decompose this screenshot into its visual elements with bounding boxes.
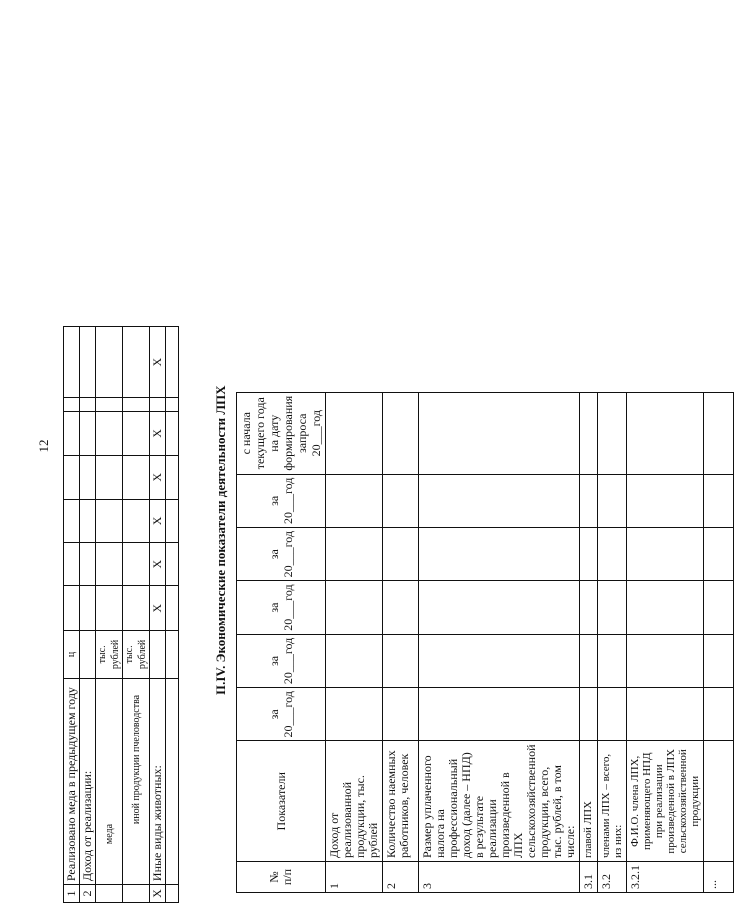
row-number: 3.2.1 — [627, 862, 704, 893]
table-cell — [166, 499, 179, 542]
value-cell[interactable] — [419, 474, 580, 527]
value-cell[interactable] — [383, 634, 419, 687]
table-cell — [64, 455, 80, 499]
value-cell[interactable] — [598, 581, 627, 634]
value-cell[interactable] — [580, 634, 598, 687]
table-cell: X — [150, 499, 166, 542]
table-cell — [80, 499, 96, 542]
table1-row — [123, 327, 150, 903]
row-number — [166, 885, 179, 903]
row-unit — [166, 631, 179, 678]
value-cell[interactable] — [419, 634, 580, 687]
value-cell[interactable] — [419, 392, 580, 474]
table-cell — [123, 455, 150, 499]
table-cell — [64, 586, 80, 631]
row-unit: ц — [64, 631, 80, 678]
value-cell[interactable] — [598, 528, 627, 581]
row-label: Доход от реализованной продукции, тыс. рублей — [326, 741, 383, 862]
row-number — [123, 885, 150, 903]
table-cell — [123, 586, 150, 631]
header-year-4: за 20___год — [237, 528, 326, 581]
table1-container — [63, 326, 179, 903]
table-cell — [96, 543, 123, 586]
value-cell[interactable] — [580, 474, 598, 527]
value-cell[interactable] — [704, 528, 734, 581]
table-cell — [166, 543, 179, 586]
table-cell — [123, 327, 150, 398]
table-cell — [96, 455, 123, 499]
value-cell[interactable] — [326, 392, 383, 474]
row-label — [704, 741, 734, 862]
value-cell[interactable] — [627, 634, 704, 687]
table-livestock-honey — [63, 326, 179, 903]
row-number: 3.1 — [580, 862, 598, 893]
table-cell — [64, 412, 80, 456]
row-label: членами ЛПХ – всего, из них: — [598, 741, 627, 862]
table-cell — [80, 398, 96, 412]
value-cell[interactable] — [580, 581, 598, 634]
page-number: 12 — [36, 439, 51, 453]
row-number: 3.2 — [598, 862, 627, 893]
value-cell[interactable] — [627, 392, 704, 474]
table-cell — [96, 412, 123, 456]
table-cell — [96, 499, 123, 542]
value-cell[interactable] — [326, 634, 383, 687]
table-cell — [166, 412, 179, 456]
row-label: иной продукции пчеловодства — [123, 678, 150, 885]
table2-container — [236, 392, 734, 893]
table-cell — [80, 586, 96, 631]
table-cell — [64, 499, 80, 542]
value-cell[interactable] — [598, 688, 627, 741]
value-cell[interactable] — [704, 634, 734, 687]
table-cell — [166, 455, 179, 499]
row-unit: тыс. рублей — [96, 631, 123, 678]
table2-row — [580, 392, 598, 892]
table-cell — [123, 398, 150, 412]
table1-row — [150, 327, 166, 903]
table-cell — [150, 398, 166, 412]
row-unit: тыс. рублей — [123, 631, 150, 678]
table-cell — [166, 586, 179, 631]
header-year-3: за 20___год — [237, 581, 326, 634]
value-cell[interactable] — [704, 392, 734, 474]
table-cell — [96, 586, 123, 631]
row-label: меда — [96, 678, 123, 885]
value-cell[interactable] — [383, 528, 419, 581]
table1-row — [64, 327, 80, 903]
value-cell[interactable] — [326, 528, 383, 581]
value-cell[interactable] — [704, 581, 734, 634]
row-label — [166, 678, 179, 885]
table2-row — [419, 392, 580, 892]
row-label: Ф.И.О. члена ЛПХ, применяющего НПД при реализации произведенной в ЛПХ сельскохозяйственной продукции — [627, 741, 704, 862]
table-cell — [166, 327, 179, 398]
row-number: 2 — [80, 885, 96, 903]
value-cell[interactable] — [326, 581, 383, 634]
value-cell[interactable] — [704, 474, 734, 527]
header-current: с начала текущего года на дату формирования запроса 20___год — [237, 392, 326, 474]
value-cell[interactable] — [383, 474, 419, 527]
row-number: 1 — [326, 862, 383, 893]
header-year-1: за 20___год — [237, 688, 326, 741]
row-unit — [150, 631, 166, 678]
value-cell[interactable] — [326, 474, 383, 527]
table2-row — [704, 392, 734, 892]
value-cell[interactable] — [326, 688, 383, 741]
table-cell: X — [150, 327, 166, 398]
table-economic-indicators — [236, 392, 734, 893]
table-cell — [96, 327, 123, 398]
value-cell[interactable] — [627, 528, 704, 581]
row-number: 2 — [383, 862, 419, 893]
row-label: Доход от реализации: — [80, 678, 96, 885]
row-number: 3 — [419, 862, 580, 893]
table-cell: X — [150, 543, 166, 586]
value-cell[interactable] — [383, 688, 419, 741]
table-cell: X — [150, 455, 166, 499]
row-number: ... — [704, 862, 734, 893]
value-cell[interactable] — [383, 581, 419, 634]
table-cell: X — [150, 412, 166, 456]
section-title: II.IV. Экономические показатели деятельности ЛПХ — [213, 385, 228, 695]
value-cell[interactable] — [419, 528, 580, 581]
table-cell — [96, 398, 123, 412]
value-cell[interactable] — [704, 688, 734, 741]
table-cell — [64, 398, 80, 412]
value-cell[interactable] — [598, 634, 627, 687]
row-label: Количество наемных работников, человек — [383, 741, 419, 862]
table2-header-row — [237, 392, 326, 892]
table1-row — [96, 327, 123, 903]
row-label: Иные виды животных: — [150, 678, 166, 885]
row-number: 1 — [64, 885, 80, 903]
table-cell — [64, 327, 80, 398]
value-cell[interactable] — [627, 688, 704, 741]
table-cell — [166, 398, 179, 412]
table2-row — [627, 392, 704, 892]
value-cell[interactable] — [598, 392, 627, 474]
header-year-5: за 20___год — [237, 474, 326, 527]
value-cell[interactable] — [580, 688, 598, 741]
table-cell — [123, 543, 150, 586]
row-label: главой ЛПХ — [580, 741, 598, 862]
table2-row — [598, 392, 627, 892]
table-cell — [123, 499, 150, 542]
header-num: № п/п — [237, 862, 326, 893]
table-cell — [80, 455, 96, 499]
value-cell[interactable] — [383, 392, 419, 474]
value-cell[interactable] — [627, 581, 704, 634]
value-cell[interactable] — [580, 392, 598, 474]
table-cell: X — [150, 586, 166, 631]
table2-row — [326, 392, 383, 892]
table-cell — [80, 327, 96, 398]
table-cell — [80, 543, 96, 586]
value-cell[interactable] — [627, 474, 704, 527]
row-unit — [80, 631, 96, 678]
table-cell — [80, 412, 96, 456]
row-label: Реализовано меда в предыдущем году — [64, 678, 80, 885]
header-indicators: Показатели — [237, 741, 326, 862]
table1-row — [80, 327, 96, 903]
row-label: Размер уплаченного налога на профессиональный доход (далее – НПД) в результате реализации произведенной в ЛПХ сельскохозяйственной продукции, всего, тыс. рублей, в том числе: — [419, 741, 580, 862]
value-cell[interactable] — [419, 581, 580, 634]
value-cell[interactable] — [580, 528, 598, 581]
table-cell — [64, 543, 80, 586]
row-number — [96, 885, 123, 903]
row-number: X — [150, 885, 166, 903]
header-year-2: за 20___год — [237, 634, 326, 687]
value-cell[interactable] — [419, 688, 580, 741]
table-cell — [123, 412, 150, 456]
table2-row — [383, 392, 419, 892]
value-cell[interactable] — [598, 474, 627, 527]
table1-row — [166, 327, 179, 903]
